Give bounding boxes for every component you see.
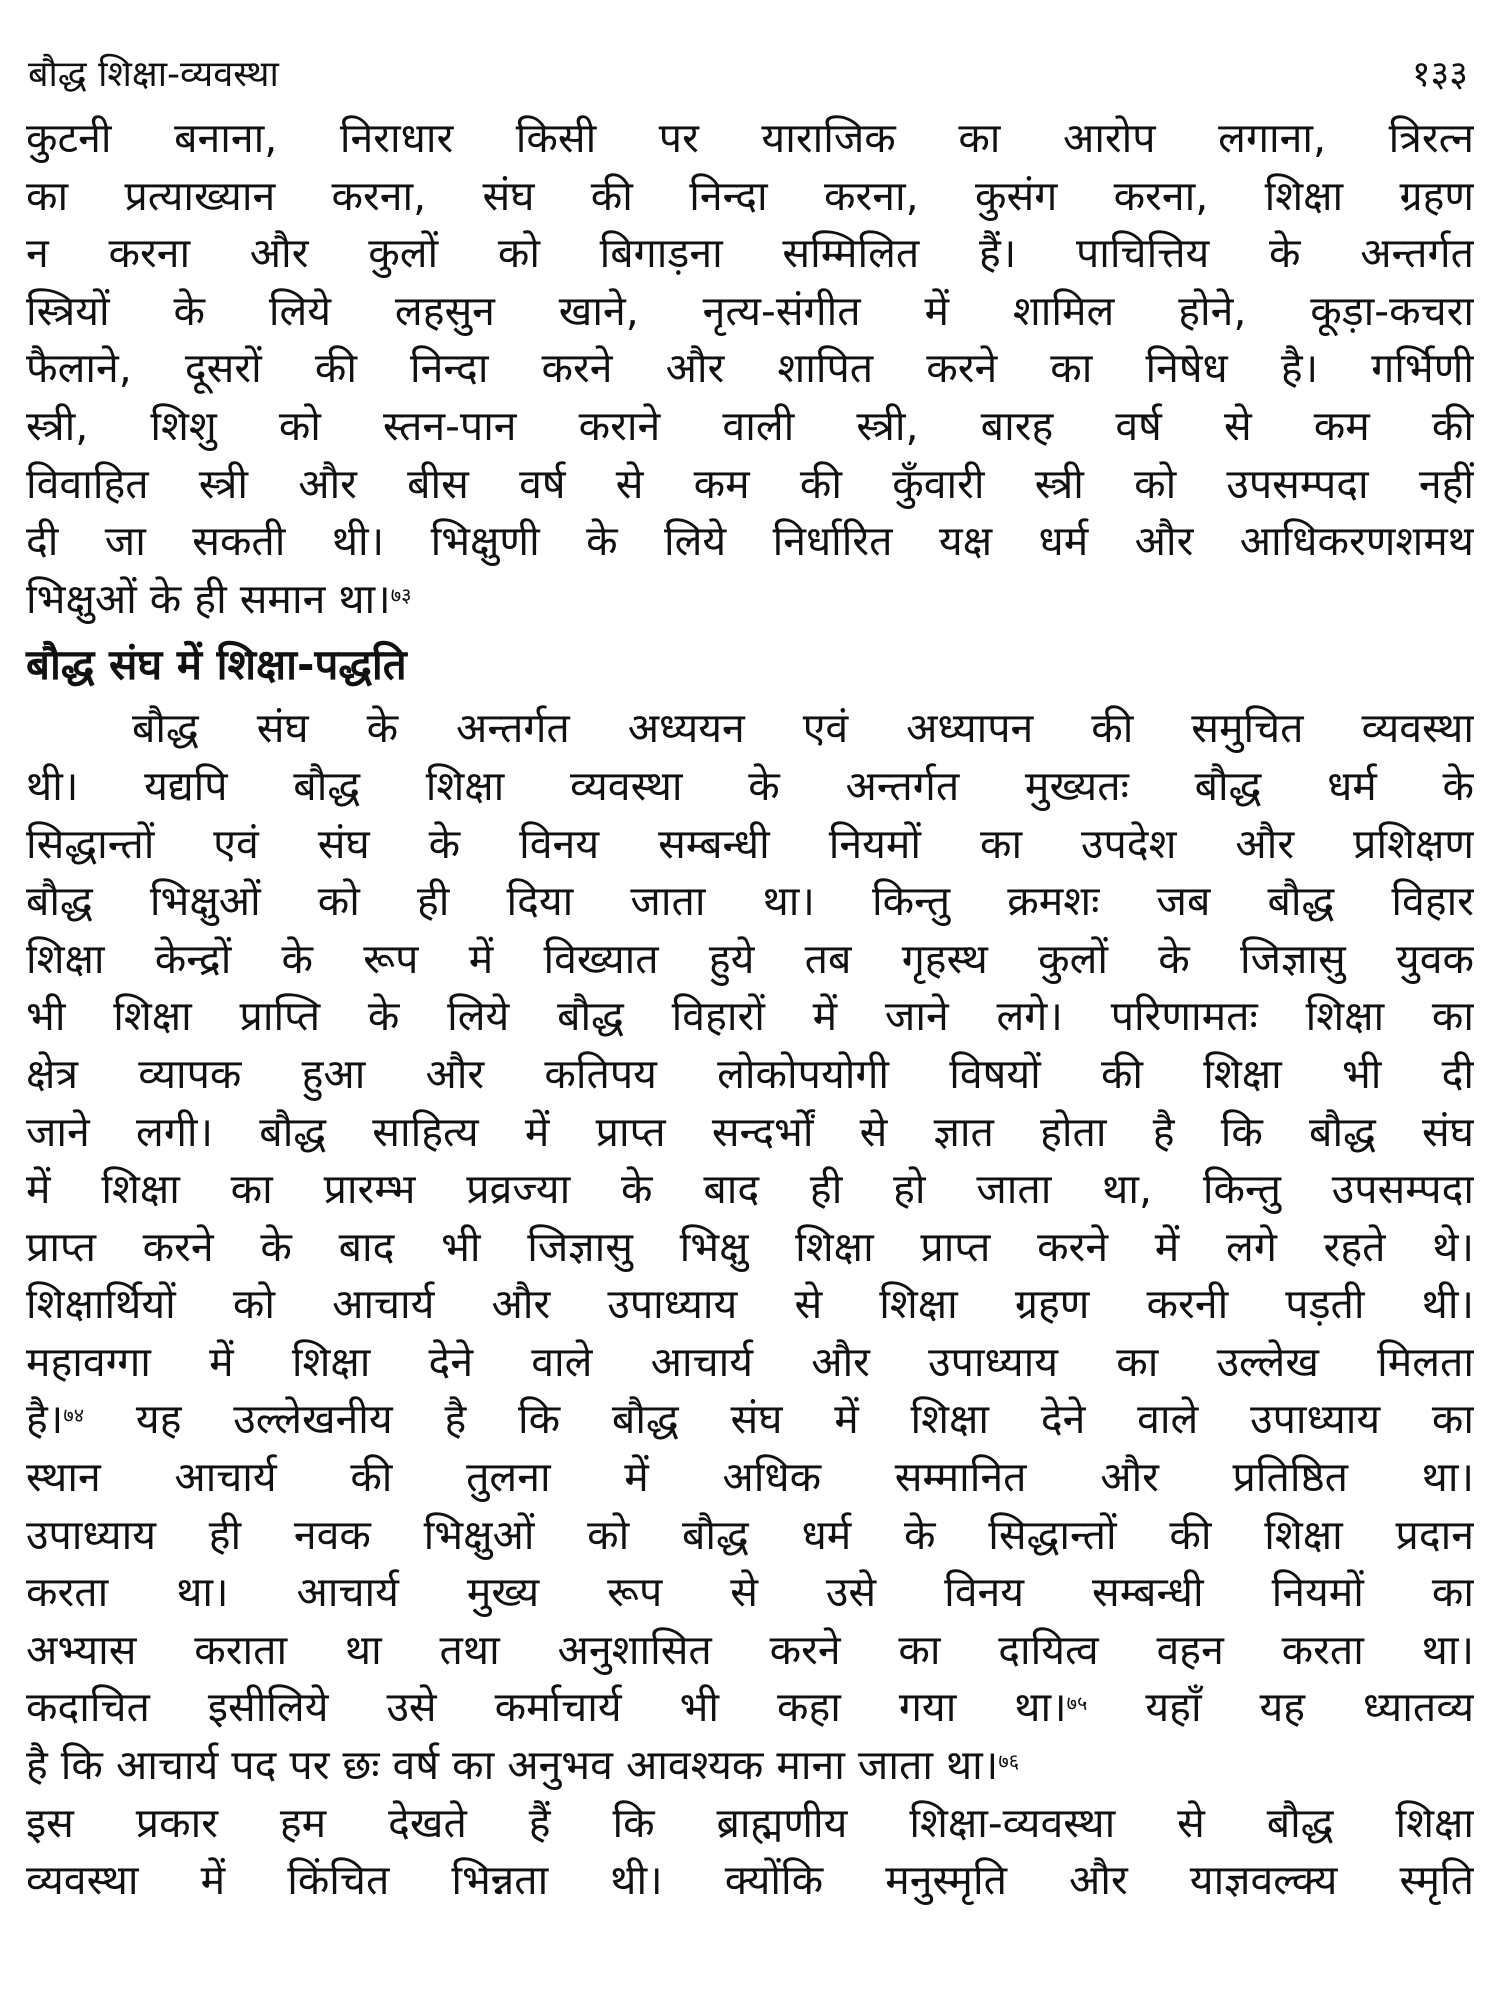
paragraph-1 <box>26 110 1474 628</box>
text-line <box>26 1391 1474 1449</box>
text-line: प्राप्त करने के बाद भी जिज्ञासु भिक्षु शिक्षा प्राप्त करने में लगे रहते थे। <box>26 1222 1474 1271</box>
text-line: शिक्षार्थियों को आचार्य और उपाध्याय से शिक्षा ग्रहण करनी पड़ती थी। <box>26 1280 1474 1329</box>
text-line: का प्रत्याख्यान करना, संघ की निन्दा करना, कुसंग करना, शिक्षा ग्रहण <box>26 171 1474 220</box>
book-page <box>26 40 1474 1980</box>
text-line: न करना और कुलों को बिगाड़ना सम्मिलित हैं। पाचित्तिय के अन्तर्गत <box>26 229 1474 278</box>
footnote-marker-76: ७६ <box>998 1749 1020 1774</box>
footnote-marker-75: ७५ <box>1066 1691 1088 1716</box>
text-line: उपाध्याय ही नवक भिक्षुओं को बौद्ध धर्म के सिद्धान्तों की शिक्षा प्रदान <box>26 1510 1474 1559</box>
running-header <box>26 40 1474 110</box>
text-line <box>26 1679 1474 1737</box>
text-line: शिक्षा केन्द्रों के रूप में विख्यात हुये तब गृहस्थ कुलों के जिज्ञासु युवक <box>26 934 1474 983</box>
text-line: में शिक्षा का प्रारम्भ प्रव्रज्या के बाद ही हो जाता था, किन्तु उपसम्पदा <box>26 1165 1474 1214</box>
text-segment: कदाचित इसीलिये उसे कर्माचार्य भी कहा गया था। <box>26 1683 1067 1732</box>
text-line: करता था। आचार्य मुख्य रूप से उसे विनय सम्बन्धी नियमों का <box>26 1568 1474 1617</box>
text-line: व्यवस्था में किंचित भिन्नता थी। क्योंकि मनुस्मृति और याज्ञवल्क्य स्मृति <box>26 1856 1474 1905</box>
text-line: भी शिक्षा प्राप्ति के लिये बौद्ध विहारों में जाने लगे। परिणामतः शिक्षा का <box>26 992 1474 1041</box>
text-line: थी। यद्यपि बौद्ध शिक्षा व्यवस्था के अन्तर्गत मुख्यतः बौद्ध धर्म के <box>26 761 1474 810</box>
text-segment: यह उल्लेखनीय है कि बौद्ध संघ में शिक्षा देने वाले उपाध्याय का <box>84 1395 1474 1444</box>
text-line: महावग्गा में शिक्षा देने वाले आचार्य और उपाध्याय का उल्लेख मिलता <box>26 1337 1474 1386</box>
text-line: फैलाने, दूसरों की निन्दा करने और शापित करने का निषेध है। गर्भिणी <box>26 344 1474 393</box>
text-segment: है कि आचार्य पद पर छः वर्ष का अनुभव आवश्यक माना जाता था। <box>26 1741 999 1790</box>
text-segment: है। <box>26 1395 64 1444</box>
text-line <box>26 1737 1474 1795</box>
paragraph-2 <box>26 700 1474 1909</box>
text-line: स्त्री, शिशु को स्तन-पान कराने वाली स्त्री, बारह वर्ष से कम की <box>26 401 1474 450</box>
text-segment: भिक्षुओं के ही समान था। <box>26 574 391 623</box>
text-line: दी जा सकती थी। भिक्षुणी के लिये निर्धारित यक्ष धर्म और आधिकरणशमथ <box>26 517 1474 566</box>
text-line: बौद्ध भिक्षुओं को ही दिया जाता था। किन्तु क्रमशः जब बौद्ध विहार <box>26 877 1474 926</box>
text-segment: यहाँ यह ध्यातव्य <box>1087 1683 1474 1732</box>
text-line: स्त्रियों के लिये लहसुन खाने, नृत्य-संगीत में शामिल होने, कूड़ा-कचरा <box>26 286 1474 335</box>
text-line: क्षेत्र व्यापक हुआ और कतिपय लोकोपयोगी विषयों की शिक्षा भी दी <box>26 1049 1474 1098</box>
running-title: बौद्ध शिक्षा-व्यवस्था <box>28 54 279 95</box>
text-line: इस प्रकार हम देखते हैं कि ब्राह्मणीय शिक्षा-व्यवस्था से बौद्ध शिक्षा <box>26 1798 1474 1847</box>
text-line: विवाहित स्त्री और बीस वर्ष से कम की कुँवारी स्त्री को उपसम्पदा नहीं <box>26 459 1474 508</box>
text-line: कुटनी बनाना, निराधार किसी पर याराजिक का आरोप लगाना, त्रिरत्न <box>26 114 1474 162</box>
footnote-marker-73: ७३ <box>390 582 412 607</box>
text-line <box>26 571 1474 629</box>
section-heading: बौद्ध संघ में शिक्षा-पद्धति <box>26 640 407 690</box>
text-line: स्थान आचार्य की तुलना में अधिक सम्मानित और प्रतिष्ठित था। <box>26 1453 1474 1502</box>
text-line: अभ्यास कराता था तथा अनुशासित करने का दायित्व वहन करता था। <box>26 1625 1474 1674</box>
page-number: १३३ <box>1411 54 1468 95</box>
text-line: सिद्धान्तों एवं संघ के विनय सम्बन्धी नियमों का उपदेश और प्रशिक्षण <box>26 819 1474 868</box>
text-line: जाने लगी। बौद्ध साहित्य में प्राप्त सन्दर्भों से ज्ञात होता है कि बौद्ध संघ <box>26 1107 1474 1156</box>
text-line: बौद्ध संघ के अन्तर्गत अध्ययन एवं अध्यापन की समुचित व्यवस्था <box>132 704 1474 753</box>
footnote-marker-74: ७४ <box>63 1403 85 1428</box>
